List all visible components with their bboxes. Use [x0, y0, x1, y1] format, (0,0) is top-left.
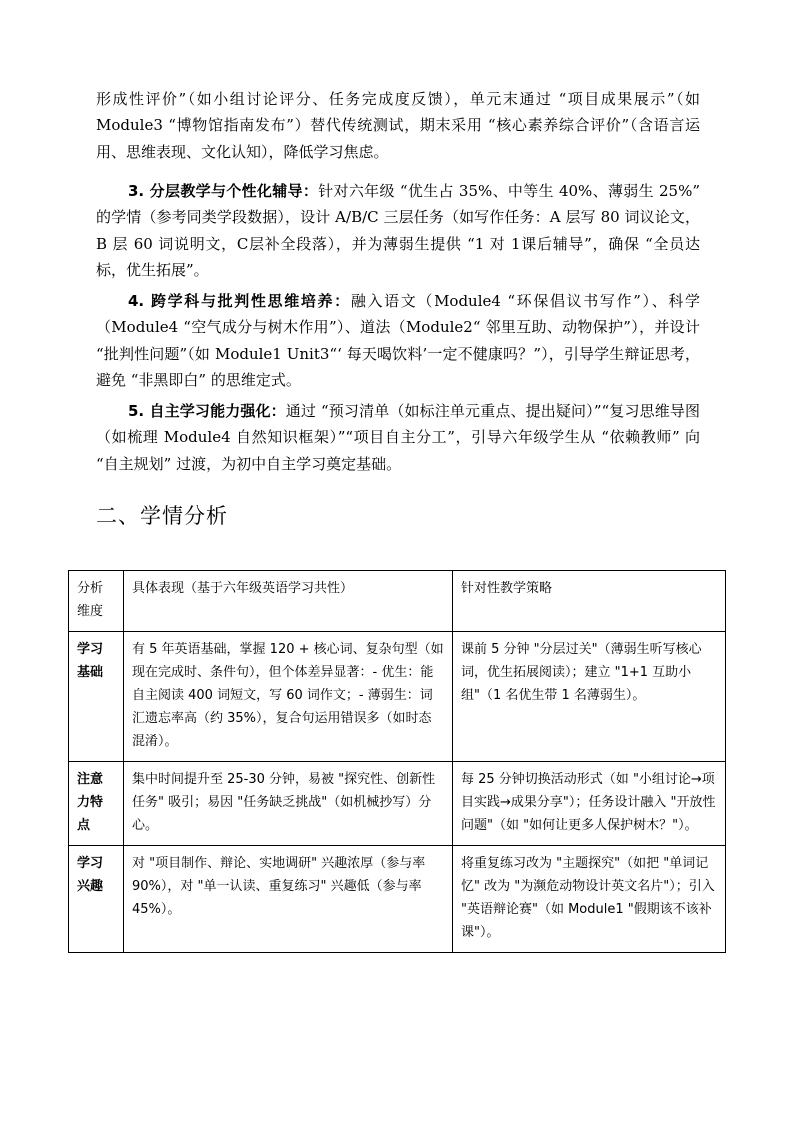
strategy-cell: 将重复练习改为 "主题探究"（如把 "单词记忆" 改为 "为濒危动物设计英文名片"）；引入 "英语辩论赛"（如 Module1 "假期该不该补课"）。: [453, 846, 726, 953]
paragraph-body: 融入语文（Module4 “环保倡议书写作”）、科学（Module4 “空气成分与树木作用”）、道法（Module2“ 邻里互助、动物保护”），并设计 “批判性问题”（如 Module1 Unit3“‘ 每天喝饮料’一定不健康吗？”），引导学生辩证思考，避免 “非黑即白” 的思维定式。: [96, 292, 700, 390]
performance-cell: 集中时间提升至 25-30 分钟，易被 "探究性、创新性任务" 吸引；易因 "任务缺乏挑战"（如机械抄写）分心。: [124, 762, 453, 846]
performance-cell: 对 "项目制作、辩论、实地调研" 兴趣浓厚（参与率 90%），对 "单一认读、重复练习" 兴趣低（参与率 45%）。: [124, 846, 453, 953]
paragraph-heading: 3. 分层教学与个性化辅导：: [128, 182, 319, 200]
paragraph-formative-evaluation: 形成性评价”（如小组讨论评分、任务完成度反馈），单元末通过 “项目成果展示”（如 Module3 “博物馆指南发布”）替代传统测试，期末采用 “核心素养综合评价”（含语言运用、思维表现、文化认知），降低学习焦虑。: [96, 90, 700, 161]
learning-analysis-table: [68, 570, 726, 953]
strategy-cell: 每 25 分钟切换活动形式（如 "小组讨论→项目实践→成果分享"）；任务设计融入 "开放性问题"（如 "如何让更多人保护树木？"）。: [453, 762, 726, 846]
dimension-cell: 学习基础: [69, 632, 124, 762]
section-title: 二、学情分析: [96, 504, 228, 528]
paragraph-body: 针对六年级 “优生占 35%、中等生 40%、薄弱生 25%” 的学情（参考同类学段数据），设计 A/B/C 三层任务（如写作任务：A 层写 80 词议论文，B 层 60 词说明文，C层补全段落），并为薄弱生提供 “1 对 1课后辅导”，确保 “全员达标，优生拓展”。: [96, 182, 700, 280]
paragraph-heading: 4. 跨学科与批判性思维培养：: [128, 292, 351, 310]
dimension-cell: 学习兴趣: [69, 846, 124, 953]
table-row: [69, 846, 726, 953]
table-row: [69, 762, 726, 846]
performance-cell: 有 5 年英语基础，掌握 120 + 核心词、复杂句型（如现在完成时、条件句），但个体差异显著：- 优生：能自主阅读 400 词短文，写 60 词作文；- 薄弱生：词汇遗忘率高（约 35%），复合句运用错误多（如时态混淆）。: [124, 632, 453, 762]
paragraph-heading: 5. 自主学习能力强化：: [128, 402, 286, 420]
paragraph-body: 通过 “预习清单（如标注单元重点、提出疑问）”“复习思维导图（如梳理 Module4 自然知识框架）”“项目自主分工”，引导六年级学生从 “依赖教师” 向 “自主规划” 过渡，为初中自主学习奠定基础。: [96, 402, 701, 473]
table-header-cell: 具体表现（基于六年级英语学习共性）: [124, 571, 453, 632]
dimension-cell: 注意力特点: [69, 762, 124, 846]
table-row: [69, 632, 726, 762]
paragraph-interdisciplinary: [96, 288, 700, 394]
paragraph-autonomous-learning: [96, 398, 700, 477]
table-header-cell: 分析维度: [69, 571, 124, 632]
paragraph-layered-teaching: [96, 178, 700, 284]
table-header-row: [69, 571, 726, 632]
table-header-cell: 针对性教学策略: [453, 571, 726, 632]
strategy-cell: 课前 5 分钟 "分层过关"（薄弱生听写核心词，优生拓展阅读）；建立 "1+1 互助小组"（1 名优生带 1 名薄弱生）。: [453, 632, 726, 762]
